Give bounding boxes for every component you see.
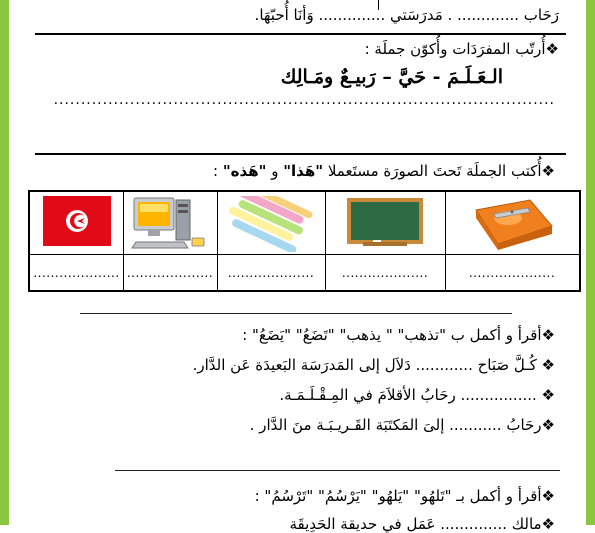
divider-4 (115, 470, 560, 471)
answer-dots[interactable]: .................... (227, 266, 315, 280)
page-border-right (586, 0, 595, 525)
header-sentence: رَحَاب ............. . مَدرَسَتي .............. وَأنَا أُحبّهَا. (254, 6, 559, 24)
ex4-sentence-1: ❖مالك .............. عَمَل في حديقة الحَدِيقَة (289, 515, 555, 533)
ex2-hadhihi: "هَذه" (222, 162, 267, 180)
ex2-colon: : (213, 162, 223, 180)
answer-dots[interactable]: .................... (126, 266, 214, 280)
ex1-answer-line[interactable]: ............................................................................................ (53, 92, 555, 108)
ex1-instruction: ❖أُرتّب المفرَدَات وأُكوّن جملَة : (364, 40, 559, 58)
ex3-sentence-3: ❖رحَابُ ........... إلىَ المَكتَبَة القَـريـبَـة منَ الدَّار . (249, 416, 555, 434)
page-border-left (0, 0, 9, 525)
pencil-sharpener-icon (468, 196, 556, 252)
chalkboard-icon (343, 196, 427, 250)
table-cell-sharpener (445, 192, 579, 290)
computer-icon (130, 196, 210, 252)
ex2-and: و (266, 162, 284, 180)
divider-1 (35, 33, 566, 35)
divider-3 (80, 313, 512, 314)
ex1-words: الـعَـلَـمَ - حَيَّ – رَبيـعٌ ومَـالِك (280, 66, 503, 88)
answer-dots[interactable]: .................... (33, 266, 120, 280)
ex3-sentence-1: ❖ كُـلَّ صَبَاح ............ دَلاَل إلى المَدرَسَة البَعيدَة عَن الدَّار. (192, 356, 555, 374)
picture-table (28, 190, 581, 292)
ex2-instruction-main: ❖أُكتب الجملَة تَحتَ الصورَة مستَعملا (327, 162, 555, 180)
ex3-sentence-2: ❖ ................ رحَابُ الأقلاَمَ في المِـقْـلَـمَـة. (279, 386, 555, 404)
divider-2 (35, 153, 566, 155)
table-cell-flag (30, 192, 123, 290)
table-cell-chalk (217, 192, 325, 290)
answer-dots[interactable]: .................... (341, 266, 429, 280)
table-cell-computer (123, 192, 217, 290)
ex3-instruction: ❖أقرأ و أكمل ب "تذهب" " يذهب" "تَضَعُ" "يَضَعُ" : (242, 326, 555, 344)
ex2-hadha: "هَذا" (283, 162, 324, 180)
ex4-instruction: ❖أقرأ و أكمل بـ "تَلهُو" "يَلهُو" "يَرْسُمُ" "تَرْسُمُ" : (254, 487, 555, 505)
table-cell-chalkboard (325, 192, 445, 290)
chalk-sticks-icon (223, 196, 319, 252)
tunisia-flag-icon (41, 196, 113, 248)
ex2-instruction (213, 162, 555, 180)
answer-dots[interactable]: .................... (468, 266, 556, 280)
